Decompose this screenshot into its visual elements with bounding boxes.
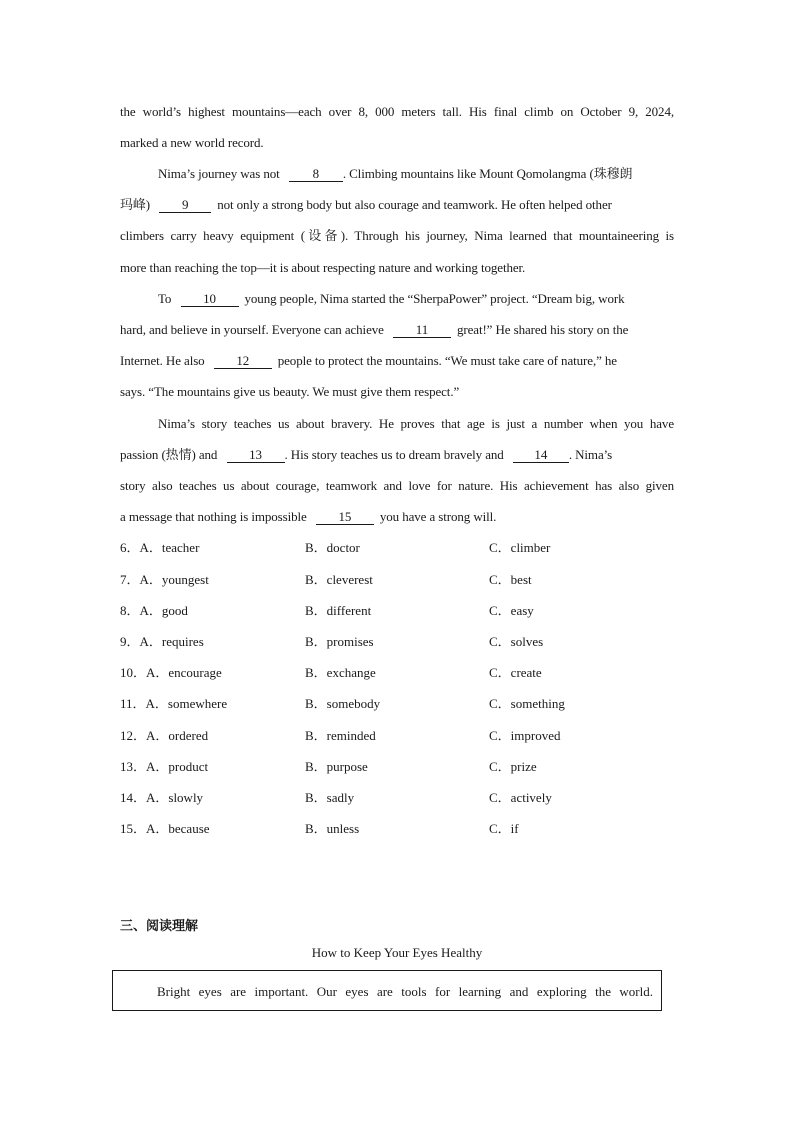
option-a[interactable]: 15．A．because [120,821,210,836]
option-a[interactable]: 7．A．youngest [120,572,209,587]
p2-line-1 [158,166,674,182]
option-a[interactable]: 9．A．requires [120,634,204,649]
p3-line-1 [158,291,674,307]
option-a[interactable]: 6．A．teacher [120,540,200,555]
option-a[interactable]: 8．A．good [120,603,188,618]
p3-line-3 [120,353,674,369]
p2-text: Nima’s journey was not [158,166,280,181]
p2-line-3: climbers carry heavy equipment (设备). Through his journey, Nima learned that mountaineering is [120,228,674,243]
option-row [120,790,680,806]
option-row [120,821,680,837]
p4-text: passion (热情) and [120,447,218,462]
option-c[interactable]: C．if [489,821,519,836]
p4-line-3: story also teaches us about courage, teamwork and love for nature. His achievement has also given [120,478,674,493]
p3-line-2 [120,322,674,338]
option-b[interactable]: B．reminded [305,728,376,743]
p3-text: young people, Nima started the “SherpaPower” project. “Dream big, work [244,291,625,306]
option-row [120,665,680,681]
p3-text: hard, and believe in yourself. Everyone can achieve [120,322,384,337]
option-b[interactable]: B．promises [305,634,374,649]
p3-text: people to protect the mountains. “We must take care of nature,” he [277,353,617,368]
p4-line-4 [120,509,674,525]
option-c[interactable]: C．create [489,665,542,680]
p2-line-4: more than reaching the top—it is about respecting nature and working together. [120,260,526,275]
blank-12: 12 [214,354,272,369]
p3-text: To [158,291,172,306]
option-row [120,540,680,556]
blank-11: 11 [393,323,451,338]
option-c[interactable]: C．improved [489,728,561,743]
option-row [120,696,680,712]
option-c[interactable]: C．best [489,572,532,587]
option-b[interactable]: B．different [305,603,372,618]
p4-text: . Nima’s [568,447,613,462]
option-b[interactable]: B．somebody [305,696,381,711]
option-c[interactable]: C．something [489,696,565,711]
section-title: 三、阅读理解 [120,919,199,934]
blank-9: 9 [159,198,211,213]
option-b[interactable]: B．cleverest [305,572,373,587]
p2-text: . Climbing mountains like Mount Qomolangma (珠穆朗 [342,166,633,181]
option-c[interactable]: C．climber [489,540,551,555]
passage-first-line: Bright eyes are important. Our eyes are tools for learning and exploring the world. [157,984,653,999]
p4-line-2 [120,447,674,463]
option-b[interactable]: B．exchange [305,665,376,680]
p3-line-4: says. “The mountains give us beauty. We must give them respect.” [120,384,460,399]
option-b[interactable]: B．sadly [305,790,355,805]
blank-10: 10 [181,292,239,307]
p4-text: . His story teaches us to dream bravely and [284,447,504,462]
p4-text: you have a strong will. [379,509,497,524]
blank-13: 13 [227,448,285,463]
option-b[interactable]: B．doctor [305,540,360,555]
passage-box [112,970,662,1011]
option-row [120,634,680,650]
p3-text: Internet. He also [120,353,205,368]
option-c[interactable]: C．solves [489,634,544,649]
option-row [120,572,680,588]
option-c[interactable]: C．actively [489,790,552,805]
option-a[interactable]: 14．A．slowly [120,790,204,805]
option-a[interactable]: 10．A．encourage [120,665,222,680]
blank-14: 14 [513,448,569,463]
p4-line-1: Nima’s story teaches us about bravery. He proves that age is just a number when you have [158,416,674,431]
p2-line-2 [120,197,674,213]
blank-15: 15 [316,510,374,525]
p1-line-2: marked a new world record. [120,135,264,150]
option-row [120,728,680,744]
option-b[interactable]: B．purpose [305,759,368,774]
passage-title: How to Keep Your Eyes Healthy [311,945,483,960]
option-a[interactable]: 12．A．ordered [120,728,209,743]
p4-text: a message that nothing is impossible [120,509,307,524]
p3-text: great!” He shared his story on the [456,322,629,337]
option-row [120,603,680,619]
option-c[interactable]: C．prize [489,759,537,774]
blank-8: 8 [289,167,343,182]
p2-text: not only a strong body but also courage and teamwork. He often helped other [217,197,612,212]
option-c[interactable]: C．easy [489,603,534,618]
option-a[interactable]: 13．A．product [120,759,209,774]
option-a[interactable]: 11．A．somewhere [120,696,228,711]
option-row [120,759,680,775]
p1-line-1: the world’s highest mountains—each over 8, 000 meters tall. His final climb on October 9, 2024, [120,104,674,119]
p2-text: 玛峰) [120,197,151,212]
option-b[interactable]: B．unless [305,821,360,836]
